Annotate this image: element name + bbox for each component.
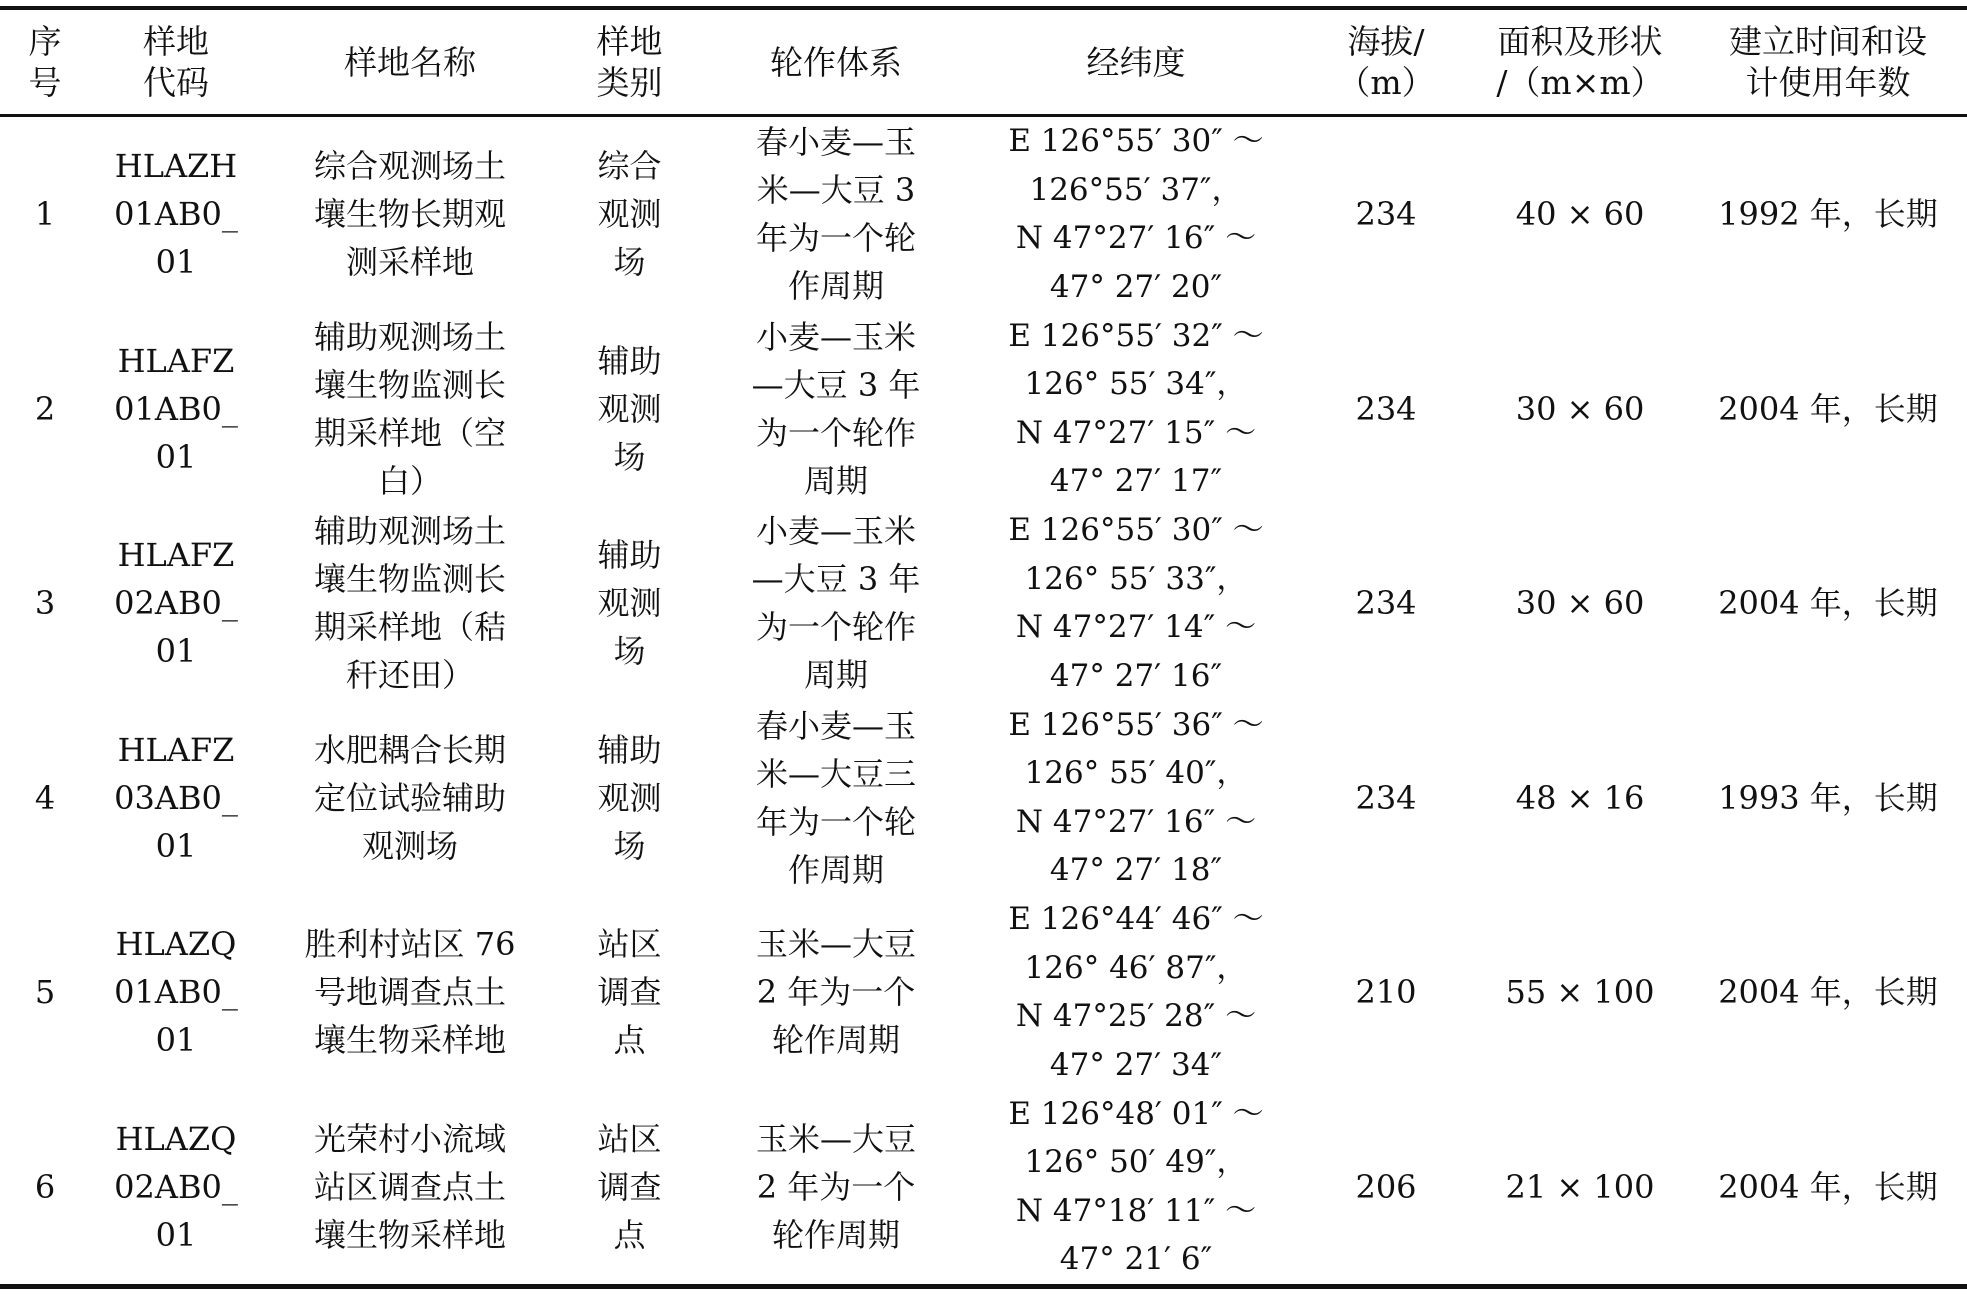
- cell-rotation-system: 春小麦—玉 米—大豆 3 年为一个轮 作周期: [755, 123, 916, 306]
- cell-plot-type: 综合 观测 场: [597, 147, 662, 282]
- cell-plot-code: HLAFZ 01AB0_ 01: [114, 341, 238, 476]
- cell-serial-number: 6: [34, 1167, 56, 1206]
- cell-plot-type: 站区 调查 点: [597, 925, 662, 1060]
- header-elevation: 海拔/ （m）: [1337, 22, 1435, 102]
- cell-serial-number: 3: [34, 584, 56, 623]
- cell-plot-name: 光荣村小流域 站区调查点土 壤生物采样地: [313, 1119, 506, 1254]
- cell-coordinates: E 126°48′ 01″ ～ 126° 50′ 49″， N 47°18′ 11″ ～ 47° 21′ 6″: [1008, 1095, 1264, 1278]
- header-area-shape: 面积及形状 /（m×m）: [1496, 22, 1664, 102]
- cell-area-shape: 48 × 16: [1515, 778, 1645, 817]
- cell-rotation-system: 玉米—大豆 2 年为一个 轮作周期: [755, 925, 916, 1060]
- cell-established: 2004 年，长期: [1718, 389, 1938, 428]
- header-rotation-system: 轮作体系: [770, 42, 902, 82]
- cell-serial-number: 2: [34, 389, 56, 428]
- cell-plot-code: HLAZH 01AB0_ 01: [114, 147, 238, 282]
- table-bottom-rule: [0, 1284, 1967, 1289]
- cell-established: 1992 年，长期: [1718, 195, 1938, 234]
- cell-coordinates: E 126°55′ 30″ ～ 126° 55′ 33″， N 47°27′ 14″ ～ 47° 27′ 16″: [1008, 512, 1264, 694]
- cell-plot-type: 辅助 观测 场: [597, 536, 662, 671]
- header-plot-code: 样地 代码: [143, 22, 209, 102]
- cell-elevation: 234: [1355, 778, 1417, 817]
- cell-plot-type: 站区 调查 点: [597, 1119, 662, 1254]
- cell-area-shape: 30 × 60: [1515, 389, 1645, 428]
- cell-rotation-system: 玉米—大豆 2 年为一个 轮作周期: [755, 1119, 916, 1254]
- cell-plot-name: 综合观测场土 壤生物长期观 测采样地: [313, 147, 506, 282]
- table-row: [0, 1090, 1967, 1285]
- cell-serial-number: 5: [34, 973, 56, 1012]
- cell-coordinates: E 126°55′ 36″ ～ 126° 55′ 40″， N 47°27′ 16″ ～ 47° 27′ 18″: [1008, 706, 1264, 889]
- cell-plot-name: 胜利村站区 76 号地调查点土 壤生物采样地: [304, 925, 516, 1060]
- cell-coordinates: E 126°55′ 32″ ～ 126° 55′ 34″， N 47°27′ 15″ ～ 47° 27′ 17″: [1008, 317, 1264, 500]
- cell-plot-code: HLAZQ 02AB0_ 01: [114, 1119, 238, 1254]
- cell-rotation-system: 春小麦—玉 米—大豆三 年为一个轮 作周期: [755, 706, 916, 889]
- cell-elevation: 234: [1355, 389, 1417, 428]
- cell-plot-type: 辅助 观测 场: [597, 730, 662, 865]
- cell-plot-name: 辅助观测场土 壤生物监测长 期采样地（空 白）: [313, 317, 506, 500]
- cell-serial-number: 1: [34, 195, 56, 234]
- cell-plot-code: HLAZQ 01AB0_ 01: [114, 925, 238, 1060]
- cell-elevation: 210: [1355, 973, 1417, 1012]
- cell-rotation-system: 小麦—玉米 —大豆 3 年 为一个轮作 周期: [751, 512, 921, 695]
- table-header-row: [0, 10, 1967, 114]
- cell-elevation: 206: [1355, 1167, 1417, 1206]
- table-row: [0, 506, 1967, 701]
- header-plot-name: 样地名称: [344, 42, 476, 82]
- cell-established: 2004 年，长期: [1718, 973, 1938, 1012]
- cell-plot-name: 辅助观测场土 壤生物监测长 期采样地（秸 秆还田）: [313, 512, 506, 695]
- cell-established: 2004 年，长期: [1718, 584, 1938, 623]
- cell-established: 2004 年，长期: [1718, 1167, 1938, 1206]
- cell-serial-number: 4: [34, 778, 56, 817]
- cell-plot-type: 辅助 观测 场: [597, 341, 662, 476]
- header-coordinates: 经纬度: [1086, 42, 1186, 82]
- table-row: [0, 895, 1967, 1090]
- table-row: [0, 701, 1967, 896]
- cell-plot-name: 水肥耦合长期 定位试验辅助 观测场: [313, 730, 506, 865]
- cell-area-shape: 55 × 100: [1505, 973, 1655, 1012]
- header-serial-number: 序 号: [28, 22, 62, 102]
- cell-elevation: 234: [1355, 584, 1417, 623]
- cell-rotation-system: 小麦—玉米 —大豆 3 年 为一个轮作 周期: [751, 317, 921, 500]
- cell-area-shape: 40 × 60: [1515, 195, 1645, 234]
- cell-plot-code: HLAFZ 02AB0_ 01: [114, 536, 238, 671]
- header-plot-type: 样地 类别: [596, 22, 663, 102]
- cell-plot-code: HLAFZ 03AB0_ 01: [114, 730, 238, 865]
- cell-area-shape: 30 × 60: [1515, 584, 1645, 623]
- table-row: [0, 117, 1967, 312]
- header-established: 建立时间和设 计使用年数: [1729, 22, 1927, 102]
- cell-established: 1993 年，长期: [1718, 778, 1938, 817]
- cell-elevation: 234: [1355, 195, 1417, 234]
- table-row: [0, 312, 1967, 507]
- cell-coordinates: E 126°44′ 46″ ～ 126° 46′ 87″， N 47°25′ 28″ ～ 47° 27′ 34″: [1008, 901, 1264, 1083]
- cell-coordinates: E 126°55′ 30″ ～ 126°55′ 37″， N 47°27′ 16″ ～ 47° 27′ 20″: [1008, 123, 1264, 305]
- cell-area-shape: 21 × 100: [1505, 1167, 1655, 1206]
